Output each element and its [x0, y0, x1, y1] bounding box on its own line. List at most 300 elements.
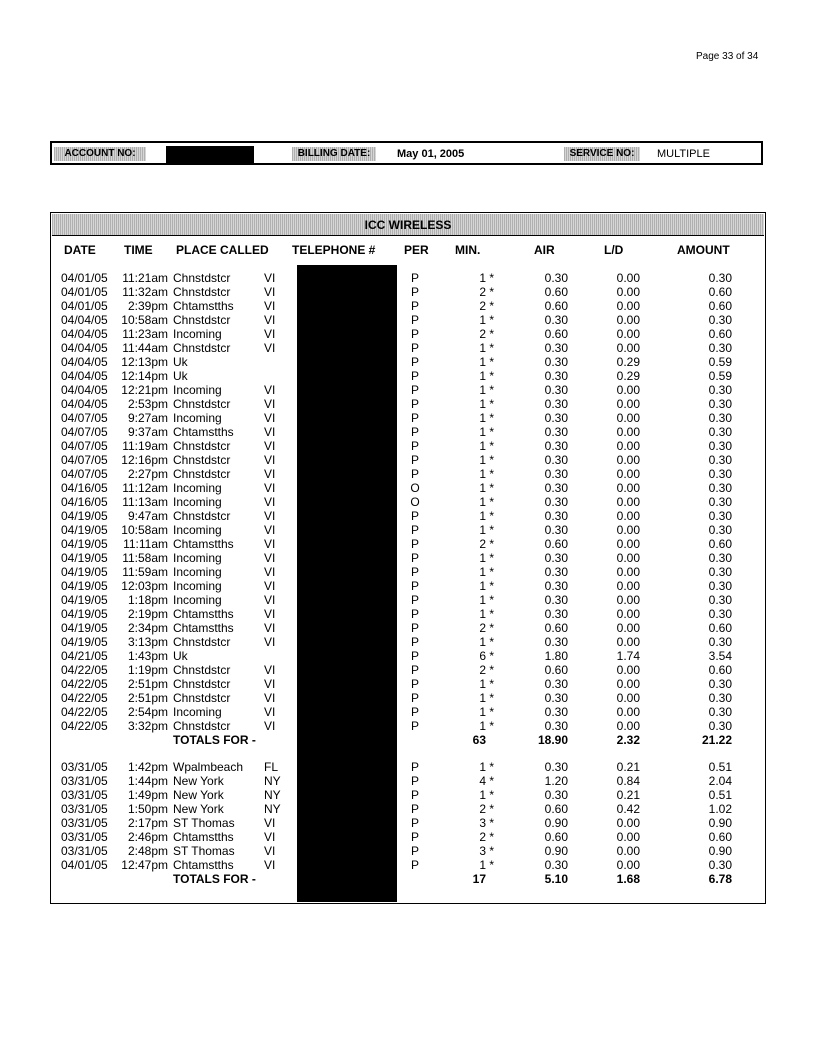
- date-cell: 04/07/05: [61, 467, 108, 481]
- air-cell: 0.30: [544, 439, 568, 453]
- ld-cell: 0.00: [616, 285, 640, 299]
- time-cell: 11:21am: [122, 271, 168, 285]
- date-cell: 03/31/05: [61, 788, 108, 802]
- per-cell: P: [410, 844, 419, 858]
- amount-cell: 0.30: [708, 313, 732, 327]
- air-cell: 0.30: [544, 411, 568, 425]
- date-cell: 04/04/05: [61, 341, 108, 355]
- per-cell: P: [410, 607, 419, 621]
- amount-cell: 0.90: [708, 816, 732, 830]
- per-cell: P: [410, 299, 419, 313]
- ld-cell: 0.00: [616, 523, 640, 537]
- ld-cell: 0.00: [616, 719, 640, 733]
- state-cell: VI: [264, 327, 276, 341]
- per-cell: P: [410, 802, 419, 816]
- per-cell: P: [410, 551, 419, 565]
- amount-cell: 0.30: [708, 579, 732, 593]
- time-cell: 2:54pm: [127, 705, 168, 719]
- place-cell: New York: [173, 788, 224, 802]
- place-cell: Chtamstths: [173, 607, 234, 621]
- per-cell: P: [410, 509, 419, 523]
- air-cell: 0.60: [544, 327, 568, 341]
- section-title: ICC WIRELESS: [52, 214, 764, 236]
- time-cell: 10:58am: [121, 313, 168, 327]
- air-cell: 0.60: [544, 537, 568, 551]
- min-cell: 1 *: [479, 481, 494, 495]
- date-cell: 04/01/05: [61, 285, 108, 299]
- per-cell: P: [410, 663, 419, 677]
- amount-cell: 0.60: [708, 327, 732, 341]
- amount-cell: 0.30: [708, 453, 732, 467]
- air-cell: 0.30: [544, 495, 568, 509]
- amount-cell: 0.30: [708, 858, 732, 872]
- air-cell: 0.30: [544, 635, 568, 649]
- state-cell: VI: [264, 299, 276, 313]
- amount-cell: 0.30: [708, 495, 732, 509]
- date-cell: 04/22/05: [61, 705, 108, 719]
- air-cell: 0.30: [544, 579, 568, 593]
- per-cell: P: [410, 439, 419, 453]
- place-cell: Uk: [173, 649, 188, 663]
- ld-cell: 0.84: [616, 774, 640, 788]
- state-cell: VI: [264, 593, 276, 607]
- ld-cell: 0.00: [616, 411, 640, 425]
- min-cell: 1 *: [479, 397, 494, 411]
- per-cell: P: [410, 271, 419, 285]
- service-number-value: MULTIPLE: [657, 148, 710, 160]
- totals-ld: 2.32: [616, 733, 640, 747]
- time-cell: 1:19pm: [127, 663, 168, 677]
- time-cell: 1:18pm: [127, 593, 168, 607]
- air-cell: 0.60: [544, 802, 568, 816]
- ld-cell: 0.00: [616, 313, 640, 327]
- time-cell: 2:51pm: [127, 677, 168, 691]
- date-cell: 03/31/05: [61, 774, 108, 788]
- min-cell: 1 *: [479, 719, 494, 733]
- date-cell: 04/19/05: [61, 607, 108, 621]
- per-cell: P: [410, 369, 419, 383]
- state-cell: VI: [264, 453, 276, 467]
- state-cell: VI: [264, 397, 276, 411]
- min-cell: 1 *: [479, 313, 494, 327]
- ld-cell: 0.00: [616, 341, 640, 355]
- time-cell: 10:58am: [121, 523, 168, 537]
- min-cell: 1 *: [479, 467, 494, 481]
- per-cell: P: [410, 327, 419, 341]
- date-cell: 04/19/05: [61, 551, 108, 565]
- totals-amount: 6.78: [708, 872, 732, 886]
- place-cell: Chtamstths: [173, 299, 234, 313]
- state-cell: NY: [264, 788, 281, 802]
- time-cell: 1:50pm: [127, 802, 168, 816]
- ld-cell: 0.00: [616, 858, 640, 872]
- air-cell: 0.30: [544, 425, 568, 439]
- ld-cell: 0.00: [616, 635, 640, 649]
- min-cell: 1 *: [479, 411, 494, 425]
- air-cell: 1.20: [544, 774, 568, 788]
- ld-cell: 0.00: [616, 299, 640, 313]
- amount-cell: 3.54: [708, 649, 732, 663]
- min-cell: 1 *: [479, 760, 494, 774]
- time-cell: 11:19am: [122, 439, 168, 453]
- billing-date-value: May 01, 2005: [397, 148, 465, 160]
- min-cell: 1 *: [479, 607, 494, 621]
- ld-cell: 0.00: [616, 425, 640, 439]
- amount-cell: 0.30: [708, 481, 732, 495]
- place-cell: Incoming: [173, 593, 222, 607]
- state-cell: VI: [264, 621, 276, 635]
- min-cell: 3 *: [479, 816, 494, 830]
- per-cell: P: [410, 467, 419, 481]
- date-cell: 04/19/05: [61, 593, 108, 607]
- billing-date-label: BILLING DATE:: [292, 147, 376, 161]
- state-cell: VI: [264, 635, 276, 649]
- ld-cell: 1.74: [616, 649, 640, 663]
- time-cell: 11:13am: [122, 495, 168, 509]
- column-header-amount: AMOUNT: [677, 243, 730, 257]
- per-cell: P: [410, 858, 419, 872]
- date-cell: 04/19/05: [61, 509, 108, 523]
- totals-amount: 21.22: [701, 733, 732, 747]
- date-cell: 04/19/05: [61, 635, 108, 649]
- air-cell: 0.30: [544, 369, 568, 383]
- amount-cell: 0.30: [708, 425, 732, 439]
- state-cell: VI: [264, 844, 276, 858]
- telephone-column-redacted: [297, 265, 397, 902]
- air-cell: 0.30: [544, 355, 568, 369]
- amount-cell: 0.30: [708, 439, 732, 453]
- amount-cell: 0.30: [708, 677, 732, 691]
- per-cell: P: [410, 621, 419, 635]
- amount-cell: 0.60: [708, 663, 732, 677]
- air-cell: 0.30: [544, 593, 568, 607]
- date-cell: 04/04/05: [61, 397, 108, 411]
- per-cell: P: [410, 397, 419, 411]
- date-cell: 04/22/05: [61, 719, 108, 733]
- ld-cell: 0.00: [616, 565, 640, 579]
- min-cell: 2 *: [479, 830, 494, 844]
- place-cell: Chnstdstcr: [173, 453, 231, 467]
- state-cell: VI: [264, 677, 276, 691]
- account-header-bar: [50, 141, 763, 165]
- state-cell: VI: [264, 341, 276, 355]
- air-cell: 0.30: [544, 607, 568, 621]
- time-cell: 2:53pm: [127, 397, 168, 411]
- ld-cell: 0.00: [616, 453, 640, 467]
- place-cell: Wpalmbeach: [173, 760, 244, 774]
- date-cell: 03/31/05: [61, 816, 108, 830]
- min-cell: 1 *: [479, 341, 494, 355]
- amount-cell: 0.51: [708, 788, 732, 802]
- totals-ld: 1.68: [616, 872, 640, 886]
- per-cell: O: [410, 495, 420, 509]
- state-cell: VI: [264, 719, 276, 733]
- date-cell: 04/04/05: [61, 313, 108, 327]
- air-cell: 0.30: [544, 313, 568, 327]
- air-cell: 0.30: [544, 677, 568, 691]
- amount-cell: 0.90: [708, 844, 732, 858]
- column-header-date: DATE: [64, 243, 96, 257]
- date-cell: 04/01/05: [61, 299, 108, 313]
- page-number: Page 33 of 34: [696, 51, 759, 62]
- amount-cell: 0.30: [708, 523, 732, 537]
- state-cell: VI: [264, 509, 276, 523]
- place-cell: Chnstdstcr: [173, 285, 231, 299]
- ld-cell: 0.00: [616, 844, 640, 858]
- ld-cell: 0.21: [616, 760, 640, 774]
- column-header-telephone: TELEPHONE #: [292, 243, 376, 257]
- air-cell: 0.30: [544, 705, 568, 719]
- air-cell: 0.30: [544, 551, 568, 565]
- ld-cell: 0.00: [616, 481, 640, 495]
- place-cell: Incoming: [173, 383, 222, 397]
- per-cell: P: [410, 593, 419, 607]
- place-cell: Chnstdstcr: [173, 439, 231, 453]
- per-cell: P: [410, 635, 419, 649]
- air-cell: 0.30: [544, 397, 568, 411]
- time-cell: 1:42pm: [127, 760, 168, 774]
- state-cell: VI: [264, 467, 276, 481]
- amount-cell: 2.04: [708, 774, 732, 788]
- air-cell: 0.30: [544, 760, 568, 774]
- ld-cell: 0.00: [616, 593, 640, 607]
- state-cell: VI: [264, 439, 276, 453]
- state-cell: VI: [264, 271, 276, 285]
- amount-cell: 0.30: [708, 271, 732, 285]
- air-cell: 0.30: [544, 509, 568, 523]
- per-cell: P: [410, 774, 419, 788]
- place-cell: Uk: [173, 369, 188, 383]
- state-cell: VI: [264, 383, 276, 397]
- ld-cell: 0.00: [616, 663, 640, 677]
- min-cell: 1 *: [479, 677, 494, 691]
- per-cell: P: [410, 830, 419, 844]
- amount-cell: 0.59: [708, 369, 732, 383]
- place-cell: Incoming: [173, 481, 222, 495]
- state-cell: VI: [264, 495, 276, 509]
- per-cell: P: [410, 341, 419, 355]
- date-cell: 04/22/05: [61, 677, 108, 691]
- per-cell: P: [410, 677, 419, 691]
- date-cell: 04/04/05: [61, 355, 108, 369]
- ld-cell: 0.00: [616, 621, 640, 635]
- place-cell: Incoming: [173, 565, 222, 579]
- state-cell: VI: [264, 579, 276, 593]
- per-cell: P: [410, 691, 419, 705]
- air-cell: 0.30: [544, 481, 568, 495]
- per-cell: P: [410, 411, 419, 425]
- time-cell: 12:21pm: [121, 383, 168, 397]
- air-cell: 0.30: [544, 858, 568, 872]
- place-cell: Chnstdstcr: [173, 635, 231, 649]
- service-number-label: SERVICE NO:: [564, 147, 640, 161]
- state-cell: VI: [264, 523, 276, 537]
- ld-cell: 0.00: [616, 537, 640, 551]
- date-cell: 04/01/05: [61, 271, 108, 285]
- min-cell: 1 *: [479, 523, 494, 537]
- date-cell: 04/19/05: [61, 523, 108, 537]
- air-cell: 0.30: [544, 383, 568, 397]
- ld-cell: 0.00: [616, 607, 640, 621]
- time-cell: 11:44am: [122, 341, 168, 355]
- ld-cell: 0.00: [616, 830, 640, 844]
- ld-cell: 0.29: [616, 369, 640, 383]
- amount-cell: 0.30: [708, 467, 732, 481]
- state-cell: VI: [264, 411, 276, 425]
- min-cell: 1 *: [479, 691, 494, 705]
- time-cell: 2:46pm: [127, 830, 168, 844]
- min-cell: 1 *: [479, 705, 494, 719]
- min-cell: 1 *: [479, 858, 494, 872]
- date-cell: 04/04/05: [61, 369, 108, 383]
- time-cell: 12:47pm: [121, 858, 168, 872]
- date-cell: 04/07/05: [61, 425, 108, 439]
- ld-cell: 0.42: [616, 802, 640, 816]
- date-cell: 04/19/05: [61, 565, 108, 579]
- totals-label: TOTALS FOR -: [173, 733, 256, 747]
- date-cell: 03/31/05: [61, 830, 108, 844]
- min-cell: 1 *: [479, 565, 494, 579]
- time-cell: 12:16pm: [121, 453, 168, 467]
- date-cell: 03/31/05: [61, 802, 108, 816]
- air-cell: 0.30: [544, 788, 568, 802]
- ld-cell: 0.00: [616, 271, 640, 285]
- per-cell: P: [410, 760, 419, 774]
- per-cell: P: [410, 285, 419, 299]
- min-cell: 1 *: [479, 355, 494, 369]
- amount-cell: 0.60: [708, 537, 732, 551]
- state-cell: VI: [264, 691, 276, 705]
- min-cell: 2 *: [479, 663, 494, 677]
- amount-cell: 0.30: [708, 593, 732, 607]
- min-cell: 2 *: [479, 621, 494, 635]
- column-header-min: MIN.: [455, 243, 481, 257]
- ld-cell: 0.00: [616, 495, 640, 509]
- time-cell: 1:49pm: [127, 788, 168, 802]
- ld-cell: 0.00: [616, 551, 640, 565]
- time-cell: 2:34pm: [127, 621, 168, 635]
- min-cell: 1 *: [479, 425, 494, 439]
- time-cell: 9:37am: [127, 425, 168, 439]
- air-cell: 1.80: [544, 649, 568, 663]
- place-cell: Chnstdstcr: [173, 677, 231, 691]
- place-cell: Chnstdstcr: [173, 719, 231, 733]
- min-cell: 1 *: [479, 635, 494, 649]
- state-cell: VI: [264, 607, 276, 621]
- air-cell: 0.30: [544, 719, 568, 733]
- place-cell: Chnstdstcr: [173, 663, 231, 677]
- ld-cell: 0.00: [616, 467, 640, 481]
- air-cell: 0.60: [544, 830, 568, 844]
- ld-cell: 0.00: [616, 327, 640, 341]
- air-cell: 0.30: [544, 523, 568, 537]
- place-cell: Chtamstths: [173, 621, 234, 635]
- time-cell: 12:14pm: [121, 369, 168, 383]
- state-cell: VI: [264, 565, 276, 579]
- amount-cell: 0.30: [708, 705, 732, 719]
- amount-cell: 0.30: [708, 341, 732, 355]
- place-cell: ST Thomas: [173, 844, 235, 858]
- place-cell: Chnstdstcr: [173, 691, 231, 705]
- time-cell: 2:27pm: [127, 467, 168, 481]
- state-cell: VI: [264, 663, 276, 677]
- place-cell: New York: [173, 774, 224, 788]
- air-cell: 0.60: [544, 285, 568, 299]
- amount-cell: 0.59: [708, 355, 732, 369]
- date-cell: 04/19/05: [61, 621, 108, 635]
- ld-cell: 0.00: [616, 816, 640, 830]
- date-cell: 04/16/05: [61, 481, 108, 495]
- date-cell: 04/04/05: [61, 383, 108, 397]
- time-cell: 2:19pm: [127, 607, 168, 621]
- amount-cell: 0.51: [708, 760, 732, 774]
- per-cell: P: [410, 788, 419, 802]
- min-cell: 2 *: [479, 802, 494, 816]
- place-cell: Incoming: [173, 327, 222, 341]
- ld-cell: 0.29: [616, 355, 640, 369]
- min-cell: 1 *: [479, 509, 494, 523]
- time-cell: 2:17pm: [127, 816, 168, 830]
- place-cell: Chnstdstcr: [173, 341, 231, 355]
- air-cell: 0.60: [544, 663, 568, 677]
- account-number-redacted: [166, 146, 254, 164]
- place-cell: Incoming: [173, 579, 222, 593]
- date-cell: 04/07/05: [61, 439, 108, 453]
- per-cell: P: [410, 537, 419, 551]
- min-cell: 2 *: [479, 299, 494, 313]
- air-cell: 0.90: [544, 816, 568, 830]
- per-cell: P: [410, 579, 419, 593]
- min-cell: 1 *: [479, 495, 494, 509]
- air-cell: 0.90: [544, 844, 568, 858]
- time-cell: 11:59am: [122, 565, 168, 579]
- place-cell: Chtamstths: [173, 830, 234, 844]
- state-cell: VI: [264, 705, 276, 719]
- date-cell: 04/07/05: [61, 453, 108, 467]
- air-cell: 0.30: [544, 453, 568, 467]
- place-cell: Chtamstths: [173, 425, 234, 439]
- state-cell: VI: [264, 858, 276, 872]
- date-cell: 04/19/05: [61, 537, 108, 551]
- totals-air: 5.10: [544, 872, 568, 886]
- time-cell: 3:13pm: [127, 635, 168, 649]
- air-cell: 0.30: [544, 565, 568, 579]
- amount-cell: 0.30: [708, 565, 732, 579]
- amount-cell: 1.02: [708, 802, 732, 816]
- date-cell: 04/21/05: [61, 649, 108, 663]
- amount-cell: 0.30: [708, 635, 732, 649]
- place-cell: Uk: [173, 355, 188, 369]
- date-cell: 04/19/05: [61, 579, 108, 593]
- air-cell: 0.30: [544, 691, 568, 705]
- time-cell: 12:03pm: [121, 579, 168, 593]
- column-header-per: PER: [404, 243, 429, 257]
- place-cell: Chnstdstcr: [173, 313, 231, 327]
- air-cell: 0.30: [544, 467, 568, 481]
- per-cell: P: [410, 523, 419, 537]
- air-cell: 0.30: [544, 341, 568, 355]
- column-header-time: TIME: [124, 243, 153, 257]
- totals-air: 18.90: [537, 733, 568, 747]
- place-cell: Incoming: [173, 495, 222, 509]
- amount-cell: 0.30: [708, 383, 732, 397]
- place-cell: Chnstdstcr: [173, 509, 231, 523]
- date-cell: 04/22/05: [61, 663, 108, 677]
- per-cell: P: [410, 705, 419, 719]
- min-cell: 4 *: [479, 774, 494, 788]
- column-header-ld: L/D: [604, 243, 624, 257]
- min-cell: 1 *: [479, 593, 494, 607]
